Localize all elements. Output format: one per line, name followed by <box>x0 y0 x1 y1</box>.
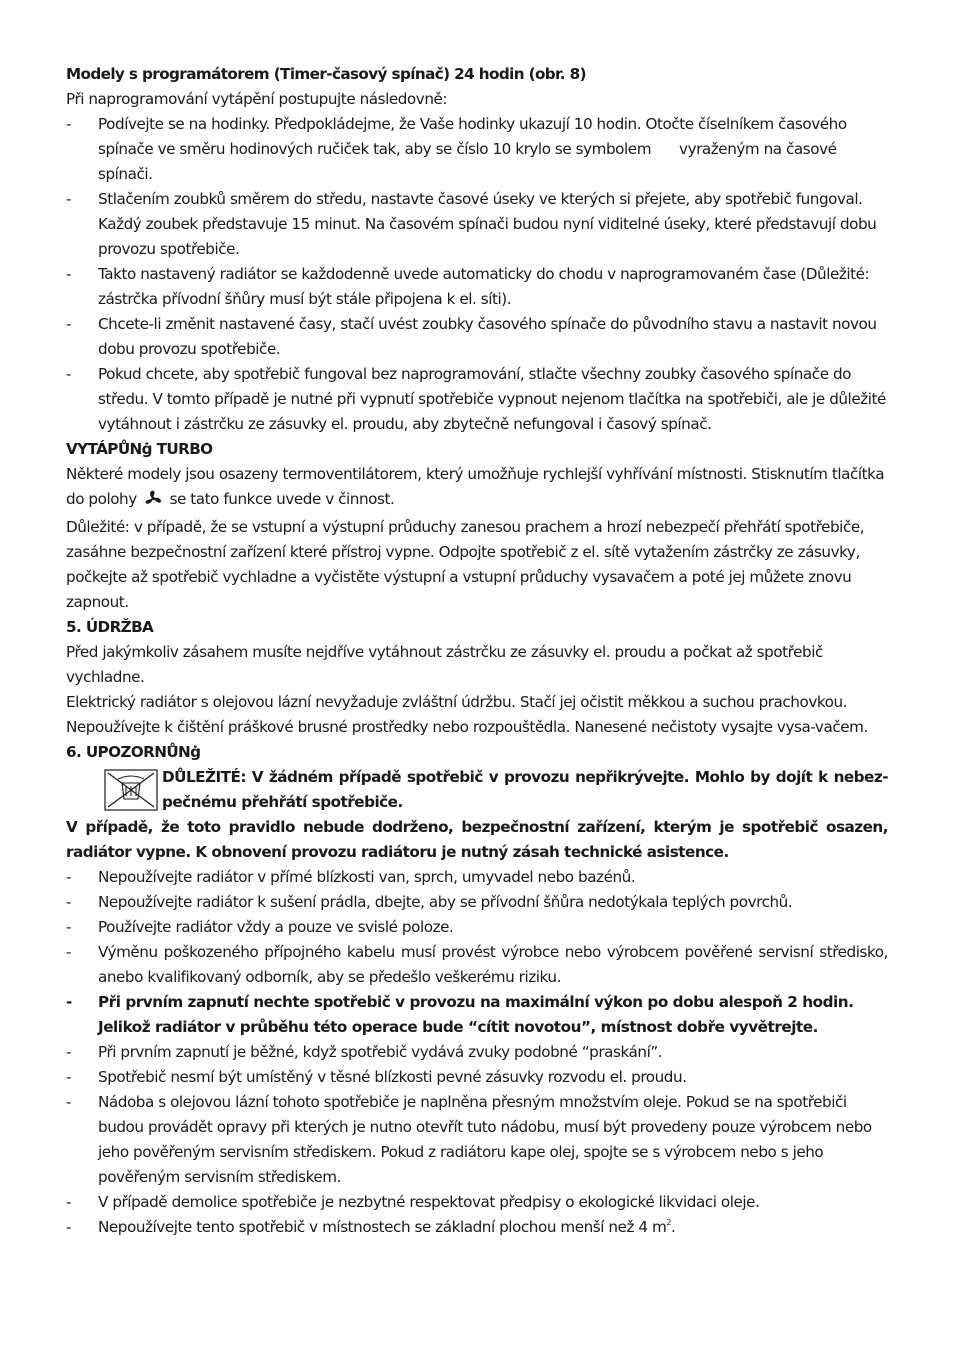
list-item <box>66 112 888 187</box>
list-item <box>66 1215 888 1240</box>
timer-item-3-text: Takto nastavený radiátor se každodenně uvede automaticky do chodu v naprogramovaném čase (Důležité: zástrčka přívodní šňůry musí být stále připojena k el. síti). <box>98 265 870 308</box>
warning-item-4-text: Výměnu poškozeného přípojného kabelu musí provést výrobce nebo výrobcem pověřené servisní středisko, anebo kvalifikovaný odborník, aby se předešlo veškerému riziku. <box>98 943 888 986</box>
warnings-heading: 6. UPOZORNŮNġ <box>66 743 201 761</box>
list-item <box>66 187 888 262</box>
turbo-text-2: se tato funkce uvede v činnost. <box>169 490 395 508</box>
warning-item-1-text: Nepoužívejte radiátor v přímé blízkosti van, sprch, umyvadel nebo bazénů. <box>98 868 636 886</box>
timer-heading: Modely s programátorem (Timer-časový spínač) 24 hodin (obr. 8) <box>66 65 586 83</box>
list-item <box>66 1065 888 1090</box>
list-item <box>66 1190 888 1215</box>
turbo-heading: VYTÁPŮNġ TURBO <box>66 440 213 458</box>
important-warning-text: DŮLEŽITÉ: V žádném případě spotřebič v provozu nepřikrývejte. Mohlo by dojít k nebez-pečnému přehřátí spotřebiče. <box>162 768 888 811</box>
warning-item-10-text: Nepoužívejte tento spotřebič v místnostech se základní plochou menší než 4 m <box>98 1218 667 1236</box>
list-dash: - <box>66 1093 72 1111</box>
important-warning-2: V případě, že toto pravidlo nebude dodrženo, bezpečnostní zařízení, kterým je spotřebič osazen, radiátor vypne. K obnovení provozu radiátoru je nutný zásah technické asistence. <box>66 818 888 861</box>
warning-item-6-text: Při prvním zapnutí je běžné, když spotřebič vydává zvuky podobné “praskání”. <box>98 1043 663 1061</box>
list-dash: - <box>66 993 72 1011</box>
list-item <box>66 312 888 362</box>
manual-page <box>66 62 888 1240</box>
list-dash: - <box>66 943 72 961</box>
list-dash: - <box>66 1068 72 1086</box>
list-item <box>66 1090 888 1190</box>
timer-item-1-text-end: vyraženým na časové spínači. <box>98 140 837 183</box>
list-item <box>66 940 888 990</box>
do-not-cover-icon <box>104 769 158 811</box>
list-dash: - <box>66 115 72 133</box>
list-item <box>66 915 888 940</box>
list-dash: - <box>66 190 72 208</box>
warning-item-5-text: Při prvním zapnutí nechte spotřebič v provozu na maximální výkon po dobu alespoň 2 hodin. Jelikož radiátor v průběhu této operace bude “cítit novotou”, místnost dobře vyvětrejte. <box>98 993 854 1036</box>
timer-item-4-text: Chcete-li změnit nastavené časy, stačí uvést zoubky časového spínače do původního stavu a nastavit novou dobu provozu spotřebiče. <box>98 315 877 358</box>
list-dash: - <box>66 1193 72 1211</box>
turbo-paragraph-2: Důležité: v případě, že se vstupní a výstupní průduchy zanesou prachem a hrozí nebezpečí přehřátí spotřebiče, zasáhne bezpečnostní zařízení které přístroj vypne. Odpojte spotřebič z el. sítě vytažením zástrčky ze zásuvky, počkejte až spotřebič vychladne a vyčistěte výstupní a vstupní průduchy vysavačem a poté jej můžete znovu zapnout. <box>66 518 865 611</box>
list-dash: - <box>66 868 72 886</box>
timer-item-5-text: Pokud chcete, aby spotřebič fungoval bez naprogramování, stlačte všechny zoubky časového spínače do středu. V tomto případě je nutné při vypnutí spotřebiče vypnout nejenom tlačítka na spotřebiči, ale je důležité vytáhnout i zástrčku ze zásuvky el. proudu, aby zbytečně nefungoval i časový spínač. <box>98 365 886 433</box>
timer-item-1-text: Podívejte se na hodinky. Předpokládejme, že Vaše hodinky ukazují 10 hodin. Otočte číselníkem časového spínače ve směru hodinových ručiček tak, aby se číslo 10 krylo se symbolem <box>98 115 847 158</box>
list-dash: - <box>66 893 72 911</box>
warning-item-8-text: Nádoba s olejovou lázní tohoto spotřebiče je naplněna přesným množstvím oleje. Pokud se na spotřebiči budou provádět opravy při kterých je nutno otevřít tuto nádobu, musí být provedeny pouze výrobcem nebo jeho pověřeným servisním střediskem. Pokud z radiátoru kape olej, spojte se s výrobcem nebo s jeho pověřeným servisním střediskem. <box>98 1093 872 1186</box>
maintenance-heading: 5. ÚDRŽBA <box>66 618 154 636</box>
list-dash: - <box>66 265 72 283</box>
list-dash: - <box>66 1218 72 1236</box>
maintenance-paragraph-2: Elektrický radiátor s olejovou lázní nevyžaduje zvláštní údržbu. Stačí jej očistit měkkou a suchou prachovkou. Nepoužívejte k čištění práškové brusné prostředky nebo rozpouštědla. Nanesené nečistoty vysajte vysa-vačem. <box>66 693 868 736</box>
warning-item-2-text: Nepoužívejte radiátor k sušení prádla, dbejte, aby se přívodní šňůra nedotýkala teplých povrchů. <box>98 893 793 911</box>
list-dash: - <box>66 918 72 936</box>
list-dash: - <box>66 315 72 333</box>
warning-item-3-text: Používejte radiátor vždy a pouze ve svislé poloze. <box>98 918 454 936</box>
list-item <box>66 362 888 437</box>
timer-item-2-text: Stlačením zoubků směrem do středu, nastavte časové úseky ve kterých si přejete, aby spotřebič fungoval. Každý zoubek představuje 15 minut. Na časovém spínači budou nyní viditelné úseky, které představují dobu provozu spotřebiče. <box>98 190 877 258</box>
list-item <box>66 1040 888 1065</box>
timer-intro: Při naprogramování vytápění postupujte následovně: <box>66 90 448 108</box>
superscript-2: 2 <box>666 1218 671 1227</box>
list-item <box>66 890 888 915</box>
fan-icon <box>143 490 163 515</box>
warning-item-7-text: Spotřebič nesmí být umístěný v těsné blízkosti pevné zásuvky rozvodu el. proudu. <box>98 1068 687 1086</box>
maintenance-paragraph-1: Před jakýmkoliv zásahem musíte nejdříve vytáhnout zástrčku ze zásuvky el. proudu a počkat až spotřebič vychladne. <box>66 643 823 686</box>
list-item <box>66 865 888 890</box>
important-warning <box>104 765 888 815</box>
list-dash: - <box>66 1043 72 1061</box>
warning-item-10-end: . <box>670 1218 676 1236</box>
list-item <box>66 990 888 1040</box>
turbo-text-1: Některé modely jsou osazeny termoventilátorem, který umožňuje rychlejší vyhřívání místnosti. Stisknutím tlačítka do polohy <box>66 465 885 508</box>
turbo-paragraph-1 <box>66 462 888 515</box>
warning-item-9-text: V případě demolice spotřebiče je nezbytné respektovat předpisy o ekologické likvidaci oleje. <box>98 1193 760 1211</box>
list-item <box>66 262 888 312</box>
list-dash: - <box>66 365 72 383</box>
